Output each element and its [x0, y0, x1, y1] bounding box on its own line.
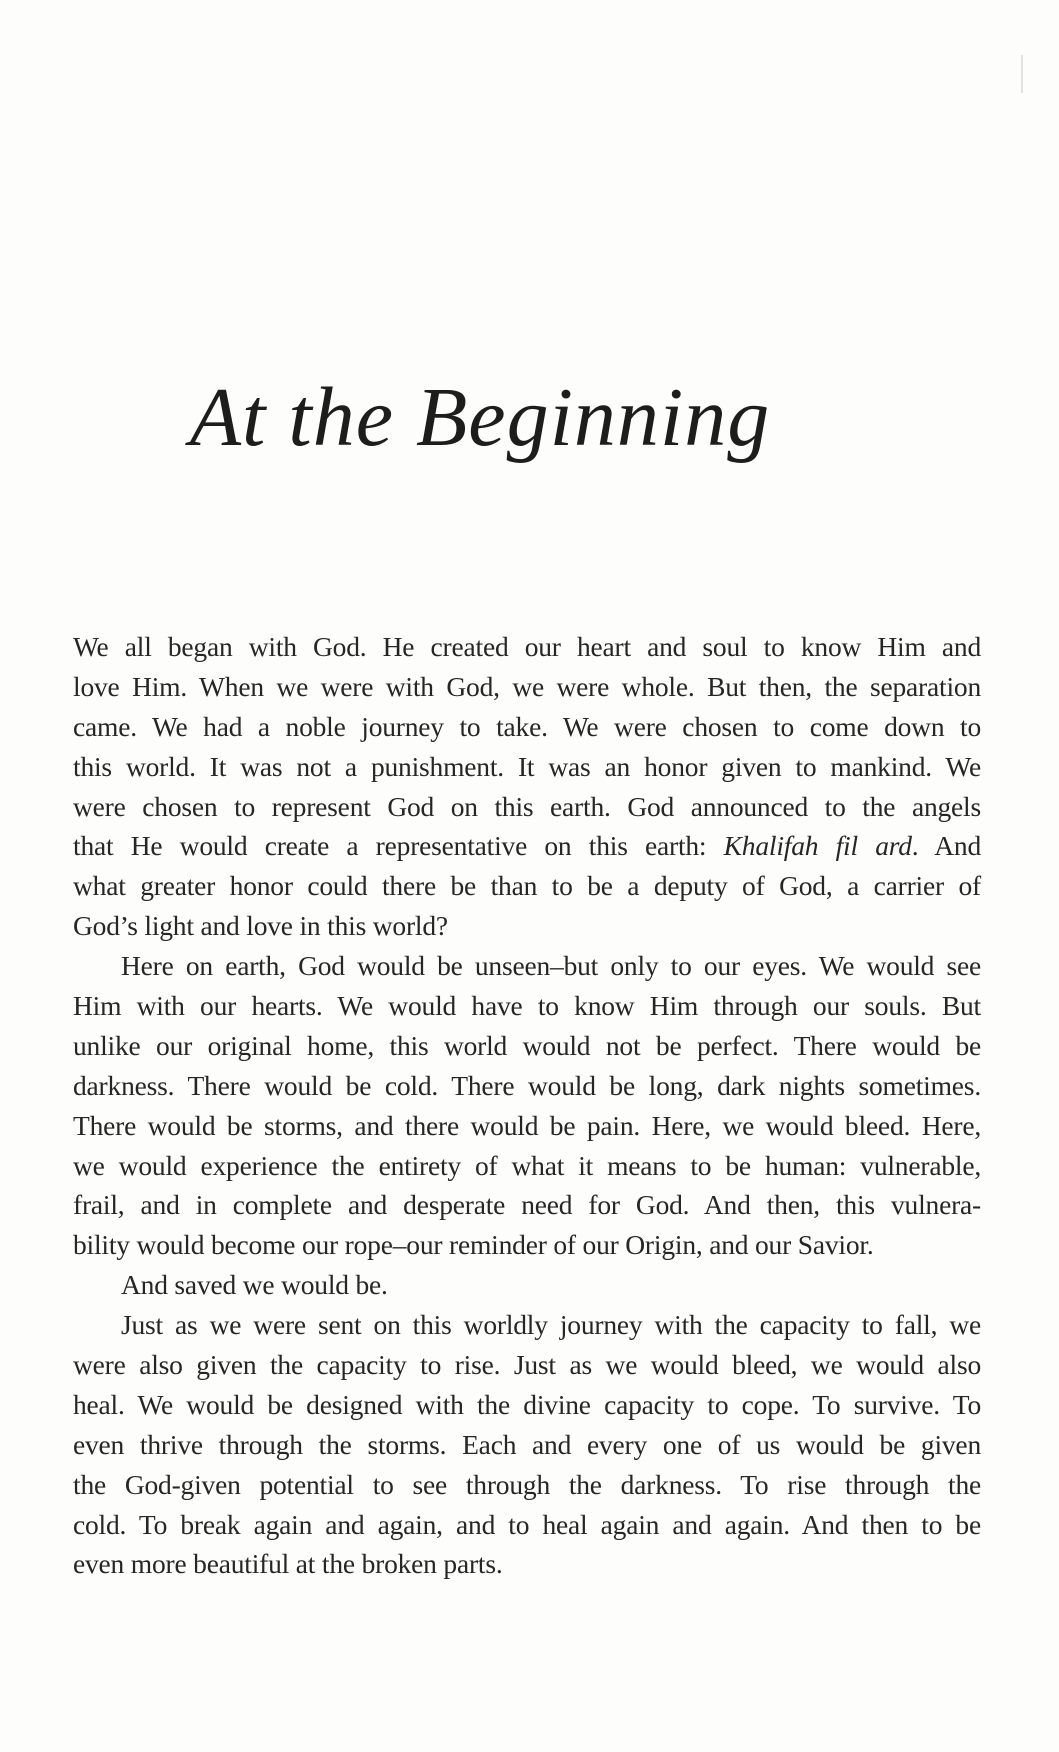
text-line: even more beautiful at the broken parts. — [73, 1548, 503, 1580]
text-line: this world. It was not a punishment. It was an honor given to mankind. We — [73, 750, 981, 782]
scan-artifact — [1021, 55, 1023, 93]
text-line: bility would become our rope–our reminder of our Origin, and our Savior. — [73, 1229, 874, 1261]
text-line: love Him. When we were with God, we were whole. But then, the separation — [73, 670, 981, 702]
text-segment: . And — [911, 830, 981, 862]
text-line: Here on earth, God would be unseen–but only to our eyes. We would see — [121, 950, 981, 982]
paragraph-1 — [73, 627, 981, 946]
chapter-title: At the Beginning — [189, 371, 771, 465]
body-text — [73, 627, 981, 1584]
text-line: There would be storms, and there would be pain. Here, we would bleed. Here, — [73, 1109, 981, 1141]
text-line: And saved we would be. — [121, 1269, 388, 1301]
paragraph-2 — [73, 946, 981, 1265]
text-line: the God-given potential to see through the darkness. To rise through the — [73, 1468, 981, 1500]
text-line: Just as we were sent on this worldly journey with the capacity to fall, we — [121, 1309, 981, 1341]
text-line: what greater honor could there be than to be a deputy of God, a carrier of — [73, 870, 981, 902]
italic-phrase: Khalifah fil ard — [723, 830, 912, 862]
text-line: frail, and in complete and desperate need for God. And then, this vulnera- — [73, 1189, 981, 1221]
text-line: came. We had a noble journey to take. We were chosen to come down to — [73, 710, 981, 742]
text-line: we would experience the entirety of what it means to be human: vulnerable, — [73, 1149, 981, 1181]
text-line: heal. We would be designed with the divine capacity to cope. To survive. To — [73, 1388, 981, 1420]
text-line: were also given the capacity to rise. Just as we would bleed, we would also — [73, 1349, 981, 1381]
text-line: even thrive through the storms. Each and every one of us would be given — [73, 1428, 981, 1460]
paragraph-4 — [73, 1305, 981, 1584]
text-line: God’s light and love in this world? — [73, 910, 448, 942]
text-line: Him with our hearts. We would have to know Him through our souls. But — [73, 990, 981, 1022]
text-line — [73, 826, 981, 866]
paragraph-3 — [73, 1265, 981, 1305]
text-line: cold. To break again and again, and to heal again and again. And then to be — [73, 1508, 981, 1540]
text-line: We all began with God. He created our heart and soul to know Him and — [73, 631, 981, 662]
text-line: darkness. There would be cold. There would be long, dark nights sometimes. — [73, 1069, 981, 1101]
text-line: unlike our original home, this world would not be perfect. There would be — [73, 1029, 981, 1061]
text-line: were chosen to represent God on this earth. God announced to the angels — [73, 790, 981, 822]
text-segment: that He would create a representative on this earth: — [73, 830, 724, 862]
